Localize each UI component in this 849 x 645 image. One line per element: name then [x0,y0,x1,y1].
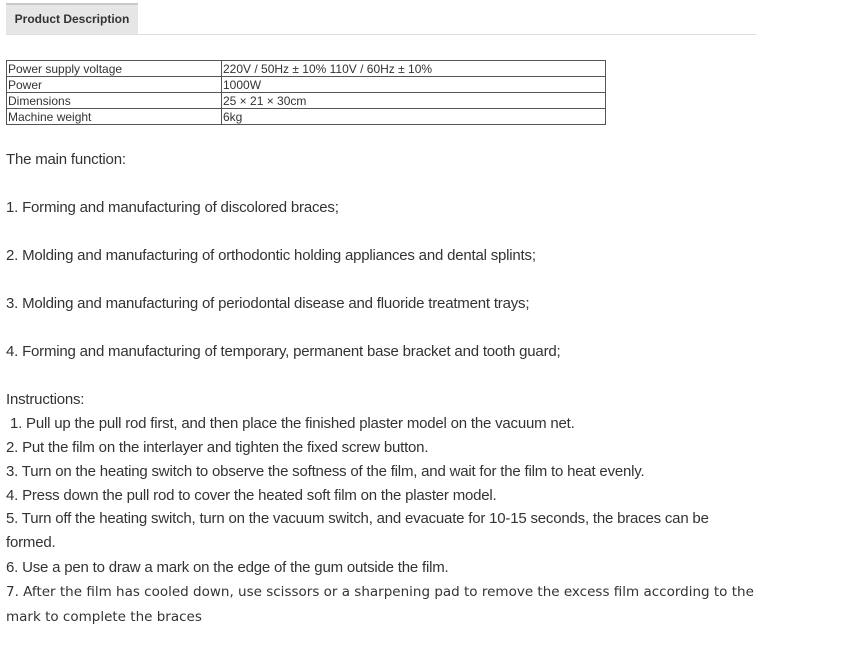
spec-value: 1000W [222,77,606,93]
instruction-step: 5. Turn off the heating switch, turn on the vacuum switch, and evacuate for 10-15 seconds, the braces can be formed. [6,510,709,551]
spec-label: Machine weight [7,109,222,125]
instruction-step: 4. Press down the pull rod to cover the heated soft film on the plaster model. [6,487,497,504]
table-row [7,109,606,125]
instructions-heading: Instructions: [6,391,85,408]
instruction-step: 2. Put the film on the interlayer and tighten the fixed screw button. [6,439,429,456]
table-row [7,61,606,77]
table-row [7,77,606,93]
table-row [7,93,606,109]
tab-bar [6,3,756,35]
spec-label: Dimensions [7,93,222,109]
spec-table [6,60,606,125]
spec-label: Power supply voltage [7,61,222,77]
instruction-step: 7. After the film has cooled down, use scissors or a sharpening pad to remove the excess film according to the mark to complete the braces [6,584,754,625]
main-function-heading: The main function: [6,151,126,168]
tab-product-description[interactable]: Product Description [6,3,138,34]
instruction-step: 6. Use a pen to draw a mark on the edge of the gum outside the film. [6,559,449,576]
main-function-item: 4. Forming and manufacturing of temporary, permanent base bracket and tooth guard; [6,343,561,360]
instruction-step: 1. Pull up the pull rod first, and then place the finished plaster model on the vacuum net. [6,415,575,432]
main-function-item: 3. Molding and manufacturing of periodontal disease and fluoride treatment trays; [6,295,530,312]
spec-label: Power [7,77,222,93]
main-function-item: 1. Forming and manufacturing of discolored braces; [6,199,339,216]
main-function-item: 2. Molding and manufacturing of orthodontic holding appliances and dental splints; [6,247,536,264]
instruction-step: 3. Turn on the heating switch to observe the softness of the film, and wait for the film to heat evenly. [6,463,645,480]
spec-value: 6kg [222,109,606,125]
spec-value: 220V / 50Hz ± 10% 110V / 60Hz ± 10% [222,61,606,77]
spec-value: 25 × 21 × 30cm [222,93,606,109]
